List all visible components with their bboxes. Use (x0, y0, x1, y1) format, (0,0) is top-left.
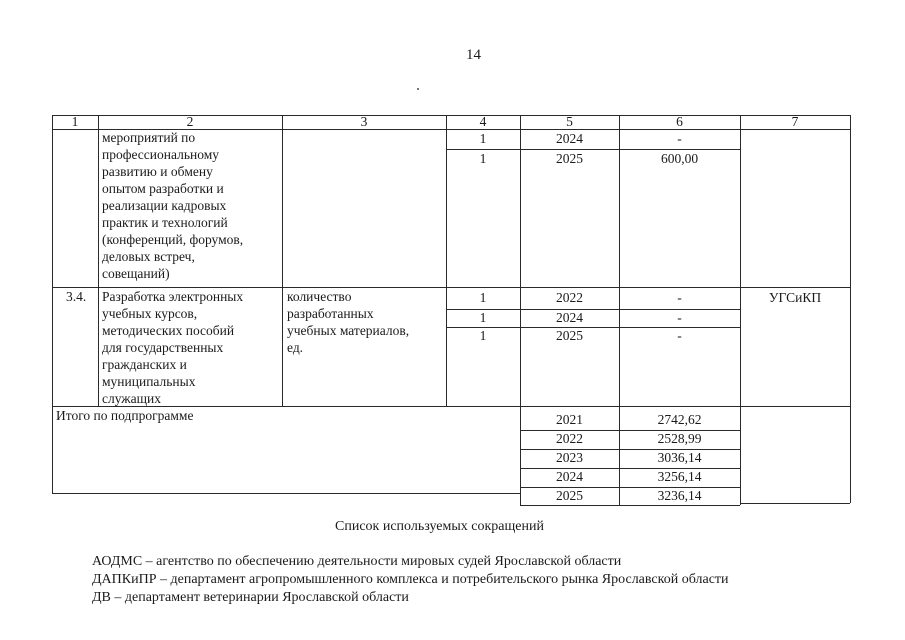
column-header: 3 (360, 114, 368, 129)
activity-text-line: муниципальных (102, 374, 196, 389)
cell-year: 2025 (556, 328, 583, 343)
total-value: 2742,62 (657, 412, 702, 427)
table-border-right (850, 115, 851, 503)
cell-amount: - (677, 131, 682, 146)
row-number: 3.4. (66, 289, 87, 304)
page-number: 14 (466, 47, 481, 63)
column-header: 7 (791, 114, 799, 129)
table-border-left (52, 115, 53, 493)
activity-text-line: опытом разработки и (102, 181, 224, 196)
indicator-text-line: ед. (287, 340, 304, 355)
activity-text-line: служащих (102, 391, 161, 406)
activity-text-line: реализации кадровых (102, 198, 227, 213)
cell-year: 2024 (556, 131, 583, 146)
indicator-text-line: учебных материалов, (287, 323, 410, 338)
total-value: 3256,14 (657, 469, 702, 484)
abbreviation-item: ДАПКиПР – департамент агропромышленного комплекса и потребительского рынка Ярославской области (92, 572, 729, 587)
total-year: 2023 (556, 450, 583, 465)
abbreviations-title: Список используемых сокращений (335, 519, 544, 534)
total-year: 2025 (556, 488, 583, 503)
column-divider (282, 115, 283, 406)
cell-col4: 1 (479, 290, 487, 305)
cell-col4: 1 (479, 151, 487, 166)
cell-col4: 1 (479, 328, 487, 343)
row-divider (52, 287, 850, 288)
abbreviation-item: АОДМС – агентство по обеспечению деятельности мировых судей Ярославской области (92, 554, 622, 569)
cell-amount: - (677, 310, 682, 325)
activity-text-line: для государственных (102, 340, 224, 355)
activity-text-line: мероприятий по (102, 130, 196, 145)
activity-text-line: (конференций, форумов, (102, 232, 244, 247)
cell-amount: - (677, 290, 682, 305)
abbreviation-item: ДВ – департамент ветеринарии Ярославской области (92, 590, 409, 605)
cell-year: 2024 (556, 310, 583, 325)
column-header: 1 (71, 114, 79, 129)
activity-text-line: методических пособий (102, 323, 235, 338)
total-year: 2024 (556, 469, 583, 484)
column-header: 5 (566, 114, 573, 129)
activity-text-line: гражданских и (102, 357, 187, 372)
table-border-bottom (52, 493, 520, 494)
cell-year: 2025 (556, 151, 583, 166)
activity-text-line: совещаний) (102, 266, 170, 281)
table-border-bottom (520, 505, 740, 506)
row-divider (446, 149, 740, 150)
column-divider (740, 115, 741, 505)
activity-text-line: практик и технологий (102, 215, 228, 230)
activity-text-line: профессиональному (102, 147, 219, 162)
cell-col4: 1 (479, 310, 487, 325)
column-divider (98, 115, 99, 406)
indicator-text-line: разработанных (287, 306, 374, 321)
activity-text-line: Разработка электронных (102, 289, 244, 304)
total-value: 2528,99 (657, 431, 702, 446)
activity-text-line: деловых встреч, (102, 249, 195, 264)
responsible-org: УГСиКП (768, 290, 822, 305)
activity-text-line: учебных курсов, (102, 306, 198, 321)
cell-col4: 1 (479, 131, 487, 146)
row-divider (52, 406, 850, 407)
column-header: 4 (479, 114, 487, 129)
cell-amount: 600,00 (660, 151, 699, 166)
table-border-bottom (740, 503, 850, 504)
cell-year: 2022 (556, 290, 583, 305)
scan-speck (417, 88, 419, 90)
total-label: Итого по подпрограмме (56, 408, 194, 423)
total-value: 3036,14 (657, 450, 702, 465)
cell-amount: - (677, 328, 682, 343)
activity-text-line: развитию и обмену (102, 164, 213, 179)
total-year: 2021 (556, 412, 583, 427)
column-header: 2 (186, 114, 194, 129)
column-header: 6 (676, 114, 683, 129)
total-value: 3236,14 (657, 488, 702, 503)
indicator-text-line: количество (287, 289, 352, 304)
total-year: 2022 (556, 431, 583, 446)
